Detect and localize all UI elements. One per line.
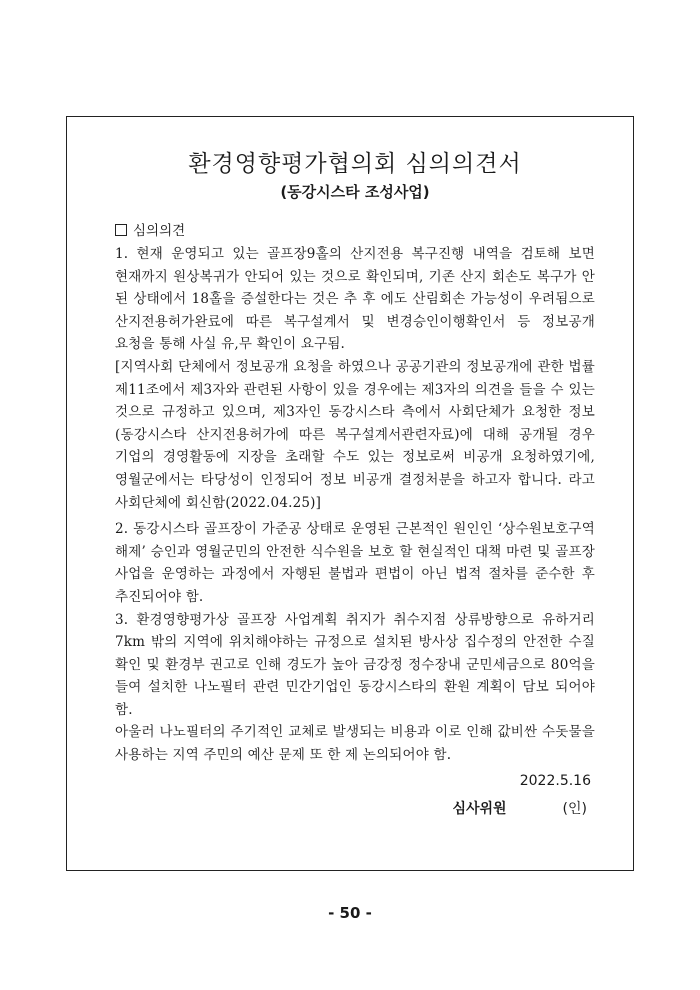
document-subtitle: (동강시스타 조성사업) — [280, 183, 430, 201]
section-heading-label: 심의의견 — [133, 223, 186, 239]
opinion-paragraph-3: 3. 환경영향평가상 골프장 사업계획 취지가 취수지점 상류방향으로 유하거리 7km 밖의 지역에 위치해야하는 규정으로 설치된 방사상 집수정의 안전한 수질 확인 및 환경부 권고로 인해 경도가 높아 금강정 정수장내 군민세금으로 80억을 들여 설치한 나노필터 관련 민간기업인 동강시스타의 환원 계획이 담보 되어야 함. — [115, 611, 595, 718]
document-frame — [66, 116, 634, 871]
signature-date: 2022.5.16 — [519, 772, 591, 789]
opinion-paragraph-2: 2. 동강시스타 골프장이 가준공 상태로 운영된 근본적인 원인인 ‘상수원보호구역 해제’ 승인과 영월군민의 안전한 식수원을 보호 할 현실적인 대책 마련 및 골프장 사업을 운영하는 과정에서 자행된 불법과 편법이 아닌 법적 절차를 준수한 후 추진되어야 함. — [115, 521, 595, 605]
section-heading — [115, 219, 595, 243]
opinion-paragraph-1-note: [지역사회 단체에서 정보공개 요청을 하였으나 공공기관의 정보공개에 관한 법률 제11조에서 제3자와 관련된 사항이 있을 경우에는 제3자의 의견을 들을 수 있는 것으로 규정하고 있으며, 제3자인 동강시스타 측에서 사회단체가 요청한 정보(동강시스타 산지전용허가에 따른 복구설계서관련자료)에 대해 공개될 경우 기업의 경영활동에 지장을 초래할 수도 있는 정보로써 비공개 요청하였기에, 영월군에서는 타당성이 인정되어 정보 비공개 결정처분을 하고자 합니다. 라고 사회단체에 회신함(2022.04.25)] — [115, 358, 595, 511]
document-title: 환경영향평가협의회 심의의견서 — [188, 151, 522, 177]
checkbox-square-icon — [115, 224, 127, 236]
opinion-paragraph-1: 1. 현재 운영되고 있는 골프장9홀의 산지전용 복구진행 내역을 검토해 보면 현재까지 원상복귀가 안되어 있는 것으로 확인되며, 기존 산지 회손도 복구가 안 된 상태에서 18홀을 증설한다는 것은 추 후 에도 산림회손 가능성이 우려됨으로 산지전용허가완료에 따른 복구설계서 및 변경승인이행확인서 등 정보공개 요청을 통해 사실 유,무 확인이 요구됨. — [115, 246, 595, 353]
signature-line — [115, 797, 587, 821]
signer-label: 심사위원 — [452, 800, 507, 817]
opinion-paragraph-3-addendum: 아울러 나노필터의 주기적인 교체로 발생되는 비용과 이로 인해 값비싼 수돗물을 사용하는 지역 주민의 예산 문제 또 한 제 논의되어야 함. — [115, 724, 595, 764]
page-number: - 50 - — [328, 904, 372, 922]
seal-label: (인) — [562, 800, 587, 817]
